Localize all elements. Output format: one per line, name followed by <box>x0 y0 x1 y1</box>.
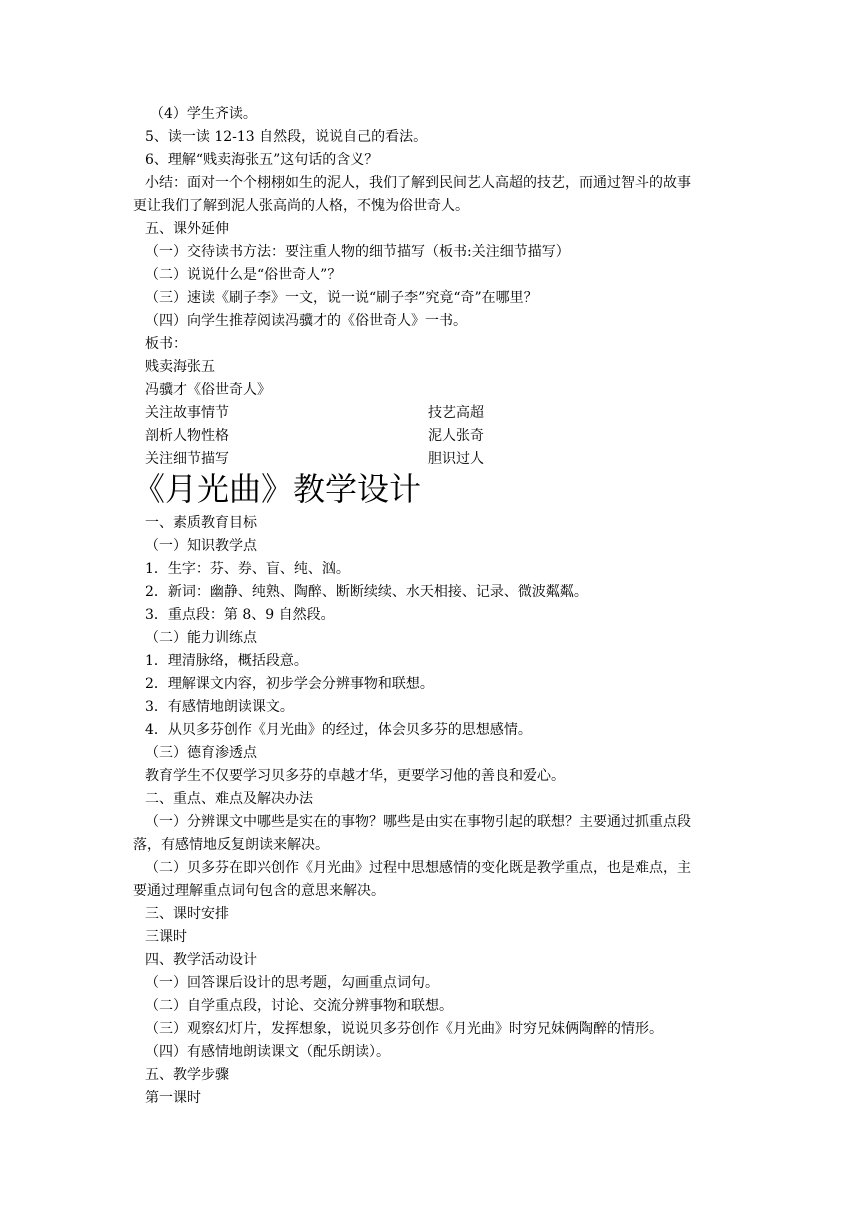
section-heading: 二、重点、难点及解决办法 <box>145 791 313 807</box>
text-line: （四）有感情地朗读课文（配乐朗读）。 <box>145 1044 390 1060</box>
text-line: 6、理解“贱卖海张五”这句话的含义？ <box>145 152 379 168</box>
board-row-right: 技艺高超 <box>428 405 484 421</box>
text-line: （一）分辨课文中哪些是实在的事物？哪些是由实在事物引起的联想？主要通过抓重点段 <box>145 814 691 830</box>
text-line: （三）德育渗透点 <box>145 745 257 761</box>
text-line: 三课时 <box>145 929 187 945</box>
text-line: （二）能力训练点 <box>145 630 257 646</box>
text-line: 5、读一读 12-13 自然段，说说自己的看法。 <box>145 129 428 145</box>
board-heading: 板书： <box>145 336 187 352</box>
board-row <box>145 426 484 446</box>
board-row <box>145 403 484 423</box>
text-line: 1．理清脉络，概括段意。 <box>145 653 308 669</box>
board-row-left: 剖析人物性格 <box>145 428 229 444</box>
text-line: （一）回答课后设计的思考题，勾画重点词句。 <box>145 975 439 991</box>
text-line: （四）向学生推荐阅读冯骥才的《俗世奇人》一书。 <box>145 313 467 329</box>
text-line: （一）知识教学点 <box>145 538 257 554</box>
text-line: 落，有感情地反复朗读来解决。 <box>133 837 329 853</box>
section-heading: 五、教学步骤 <box>145 1067 229 1083</box>
text-line: 更让我们了解到泥人张高尚的人格，不愧为俗世奇人。 <box>133 198 469 214</box>
text-line: 小结：面对一个个栩栩如生的泥人，我们了解到民间艺人高超的技艺，而通过智斗的故事 <box>145 175 691 191</box>
section-heading: 四、教学活动设计 <box>145 952 257 968</box>
text-line: 4．从贝多芬创作《月光曲》的经过，体会贝多芬的思想感情。 <box>145 722 532 738</box>
board-line: 冯骥才《俗世奇人》 <box>145 382 271 398</box>
text-line: 2．新词：幽静、纯熟、陶醉、断断续续、水天相接、记录、微波粼粼。 <box>145 584 588 600</box>
text-line: 3．重点段：第 8、9 自然段。 <box>145 607 335 623</box>
text-line: 3．有感情地朗读课文。 <box>145 699 294 715</box>
board-row-left: 关注故事情节 <box>145 405 229 421</box>
section-heading: 五、课外延伸 <box>145 221 229 237</box>
text-line: （三）速读《刷子李》一文，说一说“刷子李”究竟“奇”在哪里？ <box>145 290 538 306</box>
text-line: 2．理解课文内容，初步学会分辨事物和联想。 <box>145 676 434 692</box>
board-line: 贱卖海张五 <box>145 359 215 375</box>
text-line: 第一课时 <box>145 1090 201 1106</box>
board-row-left: 关注细节描写 <box>145 451 229 467</box>
text-line: 要通过理解重点词句包含的意思来解决。 <box>133 883 385 899</box>
text-line: 教育学生不仅要学习贝多芬的卓越才华，更要学习他的善良和爱心。 <box>145 768 565 784</box>
board-row-right: 泥人张奇 <box>428 428 484 444</box>
section-heading: 一、素质教育目标 <box>145 515 257 531</box>
text-line: （一）交待读书方法：要注重人物的细节描写（板书:关注细节描写） <box>145 244 570 260</box>
text-line: （4）学生齐读。 <box>150 106 257 122</box>
section-title: 《月光曲》教学设计 <box>133 470 422 508</box>
text-line: 1．生字：芬、券、盲、纯、汹。 <box>145 561 350 577</box>
section-heading: 三、课时安排 <box>145 906 229 922</box>
text-line: （三）观察幻灯片，发挥想象，说说贝多芬创作《月光曲》时穷兄妹俩陶醉的情形。 <box>145 1021 663 1037</box>
text-line: （二）说说什么是“俗世奇人”？ <box>145 267 342 283</box>
text-line: （二）贝多芬在即兴创作《月光曲》过程中思想感情的变化既是教学重点，也是难点，主 <box>145 860 691 876</box>
text-line: （二）自学重点段，讨论、交流分辨事物和联想。 <box>145 998 453 1014</box>
board-row-right: 胆识过人 <box>428 451 484 467</box>
